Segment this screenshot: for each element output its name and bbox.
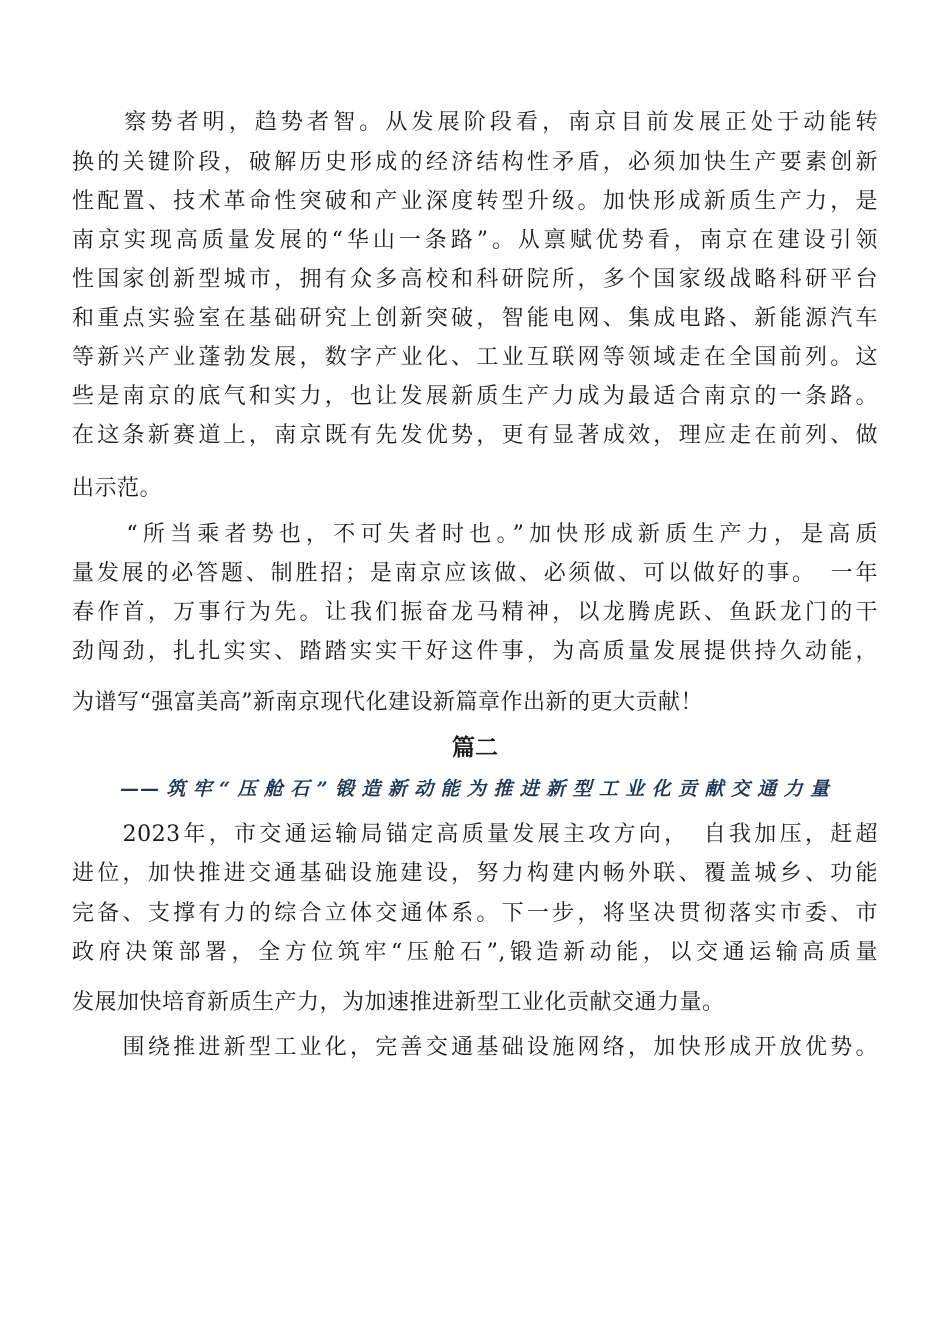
paragraph-line: 劲闯劲，扎扎实实、踏踏实实干好这件事，为高质量发展提供持久动能， [72, 639, 878, 664]
paragraph-line: 南京实现高质量发展的“华山一条路”。从禀赋优势看，南京在建设引领 [72, 228, 878, 253]
paragraph-line: 完备、支撑有力的综合立体交通体系。下一步，将坚决贯彻落实市委、市 [72, 901, 878, 926]
paragraph-line: 性国家创新型城市，拥有众多高校和科研院所，多个国家级战略科研平台 [72, 267, 878, 292]
paragraph-line: 进位，加快推进交通基础设施建设，努力构建内畅外联、覆盖城乡、功能 [72, 861, 878, 886]
paragraph-line: 2023年，市交通运输局锚定高质量发展主攻方向， 自我加压，赶超 [72, 822, 878, 847]
paragraph-line: 性配置、技术革命性突破和产业深度转型升级。加快形成新质生产力，是 [72, 189, 878, 214]
paragraph-line: 政府决策部署，全方位筑牢“压舱石”,锻造新动能，以交通运输高质量 [72, 940, 878, 965]
paragraph-line: 围绕推进新型工业化，完善交通基础设施网络，加快形成开放优势。 [72, 1035, 878, 1060]
paragraph-line: 等新兴产业蓬勃发展，数字产业化、工业互联网等领域走在全国前列。这 [72, 345, 878, 370]
section-heading: 篇二 [452, 735, 498, 761]
paragraph-line: 些是南京的底气和实力，也让发展新质生产力成为最适合南京的一条路。 [72, 384, 878, 409]
paragraph-line: 换的关键阶段，破解历史形成的经济结构性矛盾，必须加快生产要素创新 [72, 150, 878, 175]
paragraph-line: 出示范。 [72, 476, 163, 501]
paragraph-line: 在这条新赛道上，南京既有先发优势，更有显著成效，理应走在前列、做 [72, 423, 878, 448]
section-subheading: ——筑牢“压舱石”锻造新动能为推进新型工业化贡献交通力量 [120, 778, 830, 800]
paragraph-line: 察势者明，趋势者智。从发展阶段看，南京目前发展正处于动能转 [72, 110, 878, 135]
paragraph-line: 和重点实验室在基础研究上创新突破，智能电网、集成电路、新能源汽车 [72, 306, 878, 331]
paragraph-line: 为谱写“强富美高”新南京现代化建设新篇章作出新的更大贡献！ [72, 690, 703, 715]
paragraph-line: 春作首，万事行为先。让我们振奋龙马精神，以龙腾虎跃、鱼跃龙门的干 [72, 600, 878, 625]
paragraph-line: 量发展的必答题、制胜招；是南京应该做、必须做、可以做好的事。 一年 [72, 561, 878, 586]
paragraph-line: 发展加快培育新质生产力，为加速推进新型工业化贡献交通力量。 [72, 990, 725, 1015]
paragraph-line: “所当乘者势也，不可失者时也。”加快形成新质生产力，是高质 [72, 522, 878, 547]
